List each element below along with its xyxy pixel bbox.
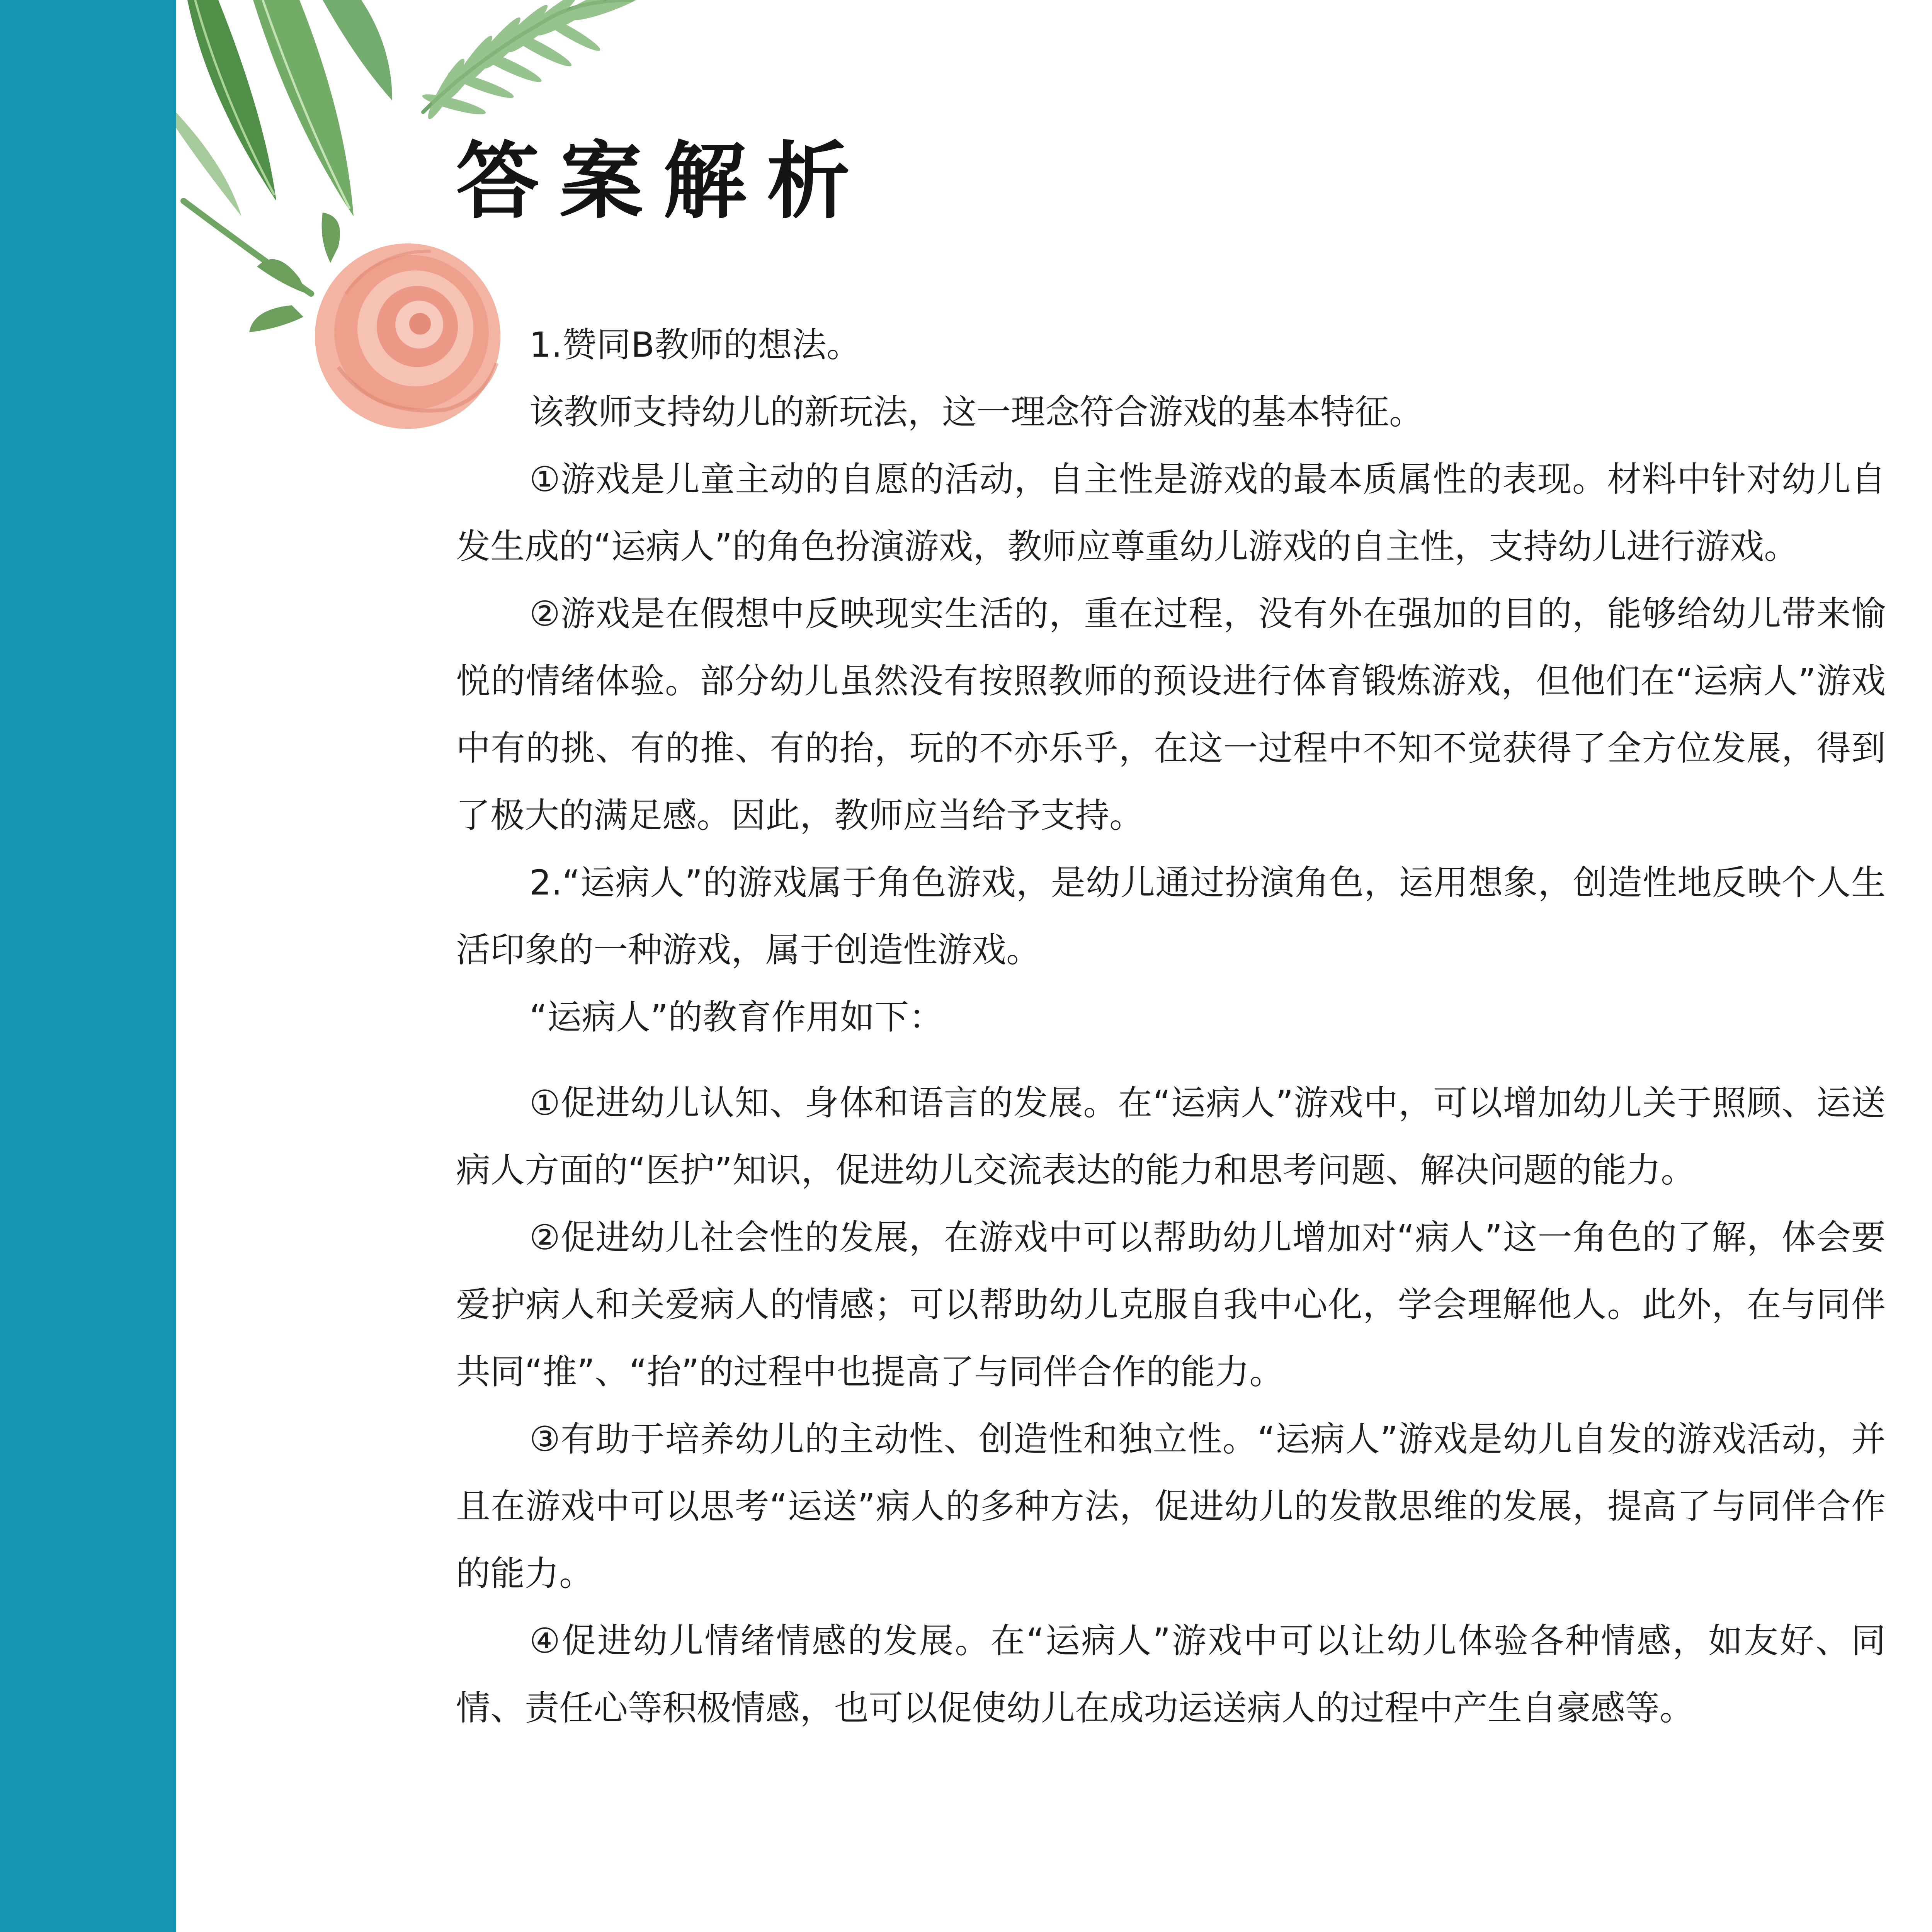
paragraph: ①游戏是儿童主动的自愿的活动，自主性是游戏的最本质属性的表现。材料中针对幼儿自发生成的“运病人”的角色扮演游戏，教师应尊重幼儿游戏的自主性，支持幼儿进行游戏。: [456, 459, 1886, 566]
large-leaf-decoration: [176, 0, 392, 216]
paragraph: ②促进幼儿社会性的发展，在游戏中可以帮助幼儿增加对“病人”这一角色的了解，体会要爱护病人和关爱病人的情感；可以帮助幼儿克服自我中心化，学会理解他人。此外，在与同伴共同“推”、“抬”的过程中也提高了与同伴合作的能力。: [456, 1217, 1886, 1392]
fern-leaflets-decoration: [421, 0, 647, 122]
paragraph: ①促进幼儿认知、身体和语言的发展。在“运病人”游戏中，可以增加幼儿关于照顾、运送病人方面的“医护”知识，促进幼儿交流表达的能力和思考问题、解决问题的能力。: [456, 1083, 1886, 1190]
paragraph: ③有助于培养幼儿的主动性、创造性和独立性。“运病人”游戏是幼儿自发的游戏活动，并且在游戏中可以思考“运送”病人的多种方法，促进幼儿的发散思维的发展，提高了与同伴合作的能力。: [456, 1419, 1886, 1594]
page-title: 答案解析: [456, 132, 871, 230]
paragraph: 该教师支持幼儿的新玩法，这一理念符合游戏的基本特征。: [529, 392, 1423, 432]
paragraph: “运病人”的教育作用如下：: [529, 997, 944, 1037]
side-color-band: [0, 0, 176, 1932]
paragraph: ②游戏是在假想中反映现实生活的，重在过程，没有外在强加的目的，能够给幼儿带来愉悦的情绪体验。部分幼儿虽然没有按照教师的预设进行体育锻炼游戏，但他们在“运病人”游戏中有的挑、有的推、有的抬，玩的不亦乐乎，在这一过程中不知不觉获得了全方位发展，得到了极大的满足感。因此，教师应当给予支持。: [456, 594, 1886, 835]
paragraph: 2.“运病人”的游戏属于角色游戏，是幼儿通过扮演角色，运用想象，创造性地反映个人生活印象的一种游戏，属于创造性游戏。: [456, 862, 1886, 970]
paragraph: 1.赞同B教师的想法。: [529, 325, 861, 365]
answer-content: [456, 311, 1886, 1742]
paragraph: ④促进幼儿情绪情感的发展。在“运病人”游戏中可以让幼儿体验各种情感，如友好、同情、责任心等积极情感，也可以促使幼儿在成功运送病人的过程中产生自豪感等。: [456, 1621, 1886, 1728]
